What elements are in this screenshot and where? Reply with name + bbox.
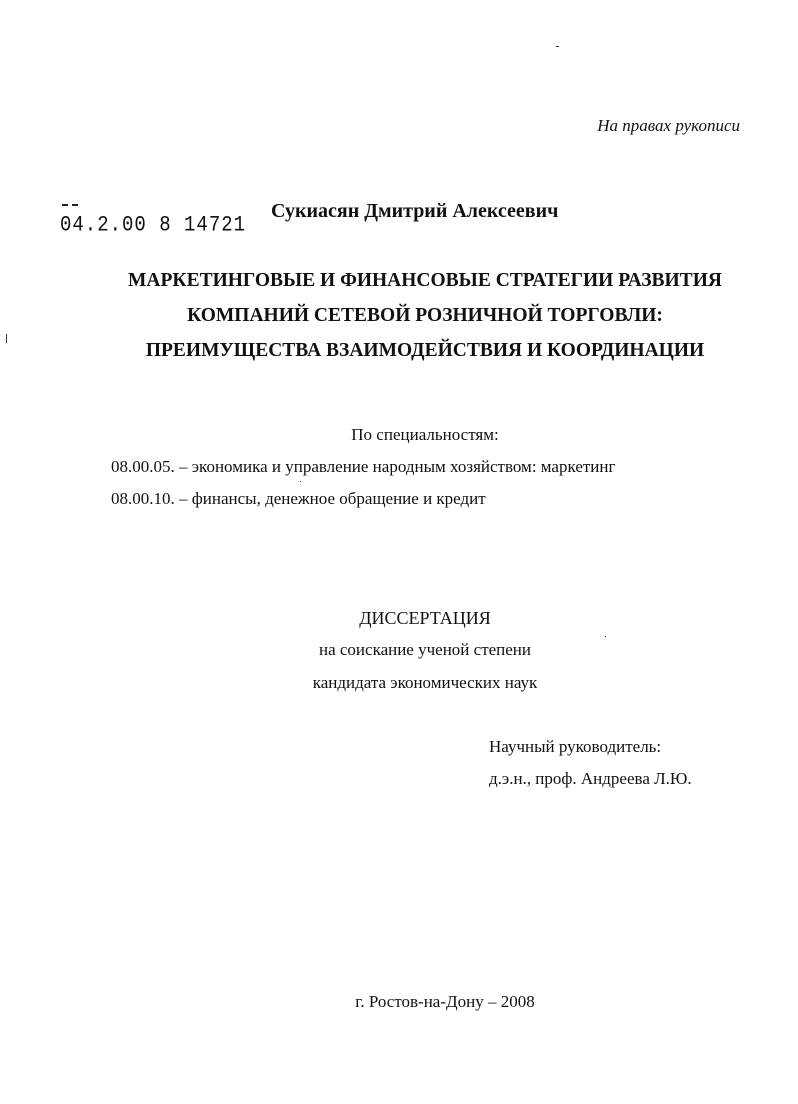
city-year: г. Ростов-на-Дону – 2008 [355,992,535,1011]
scan-speck [300,481,301,482]
stamp-mark [62,204,78,206]
scan-speck [6,334,7,343]
advisor-label: Научный руководитель: [489,737,662,756]
title-line-3: ПРЕИМУЩЕСТВА ВЗАИМОДЕЙСТВИЯ И КООРДИНАЦИИ [145,340,705,361]
scan-speck [605,636,606,637]
specialty-item: 08.00.10. – финансы, денежное обращение и кредит [111,489,486,508]
degree-purpose: на соискание ученой степени [318,640,532,659]
scan-speck [556,46,559,47]
title-line-1: МАРКЕТИНГОВЫЕ И ФИНАНСОВЫЕ СТРАТЕГИИ РАЗВИТИЯ [128,270,722,291]
title-line-2: КОМПАНИЙ СЕТЕВОЙ РОЗНИЧНОЙ ТОРГОВЛИ: [187,305,663,326]
specialties-heading: По специальностям: [351,425,499,444]
rights-note: На правах рукописи [597,116,740,135]
advisor-name: д.э.н., проф. Андреева Л.Ю. [489,769,692,788]
document-type: ДИССЕРТАЦИЯ [359,608,491,628]
author-name: Сукиасян Дмитрий Алексеевич [271,200,559,222]
specialty-item: 08.00.05. – экономика и управление народным хозяйством: маркетинг [111,457,616,476]
archive-stamp: 04.2.00 8 14721 [60,212,247,238]
degree-name: кандидата экономических наук [312,673,538,692]
